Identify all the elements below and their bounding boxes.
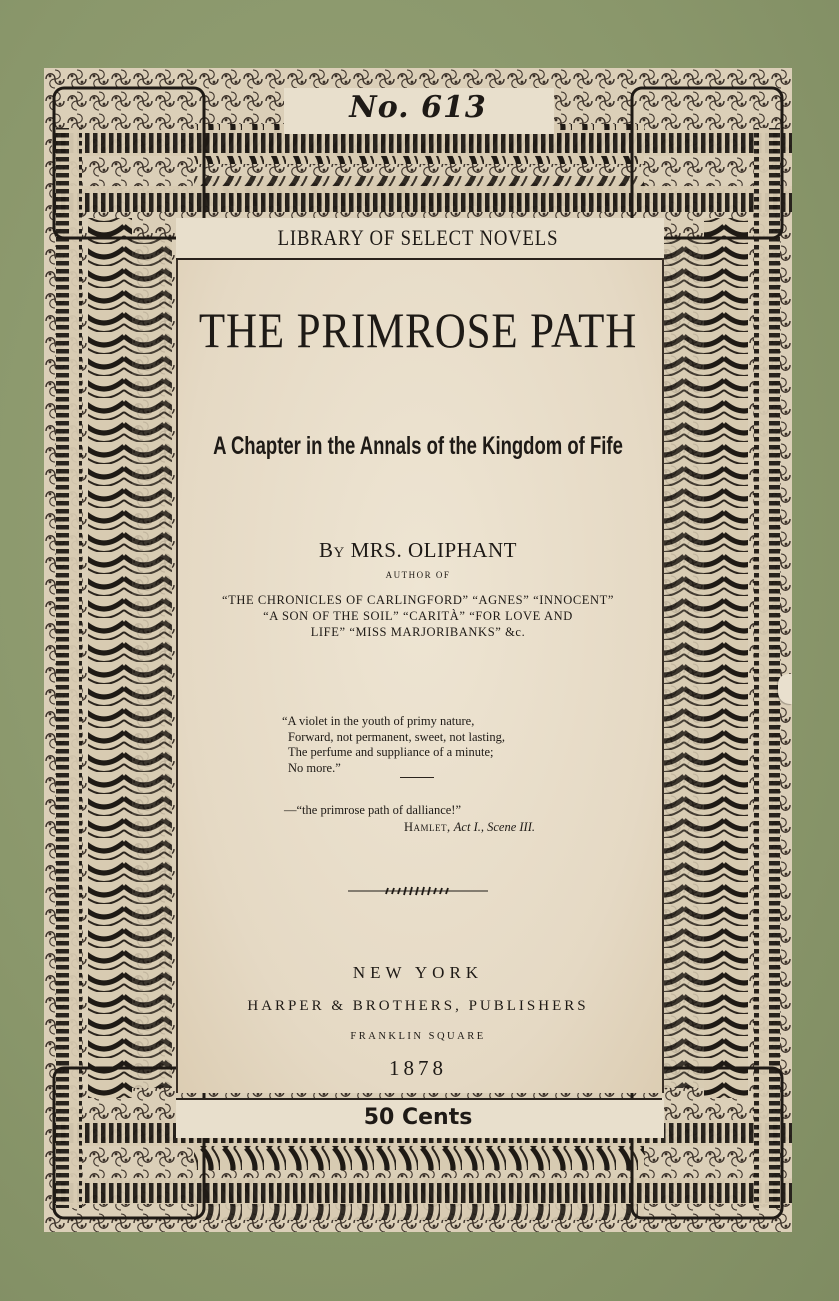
attribution-work: Hamlet, bbox=[404, 820, 451, 834]
other-works bbox=[44, 592, 792, 640]
epigraph-line: The perfume and suppliance of a minute; bbox=[288, 745, 494, 759]
attribution bbox=[404, 820, 535, 835]
author-byline bbox=[44, 538, 792, 563]
imprint-publisher: HARPER & BROTHERS, PUBLISHERS bbox=[247, 998, 589, 1014]
imprint-city: NEW YORK bbox=[352, 963, 484, 982]
page-tear bbox=[778, 674, 792, 704]
attribution-act: Act I., Scene III. bbox=[453, 820, 535, 834]
author-of-label: AUTHOR OF bbox=[385, 570, 451, 580]
other-works-line: “THE CHRONICLES OF CARLINGFORD” “AGNES” “INNOCENT” bbox=[221, 593, 615, 607]
ornamental-divider bbox=[348, 886, 488, 896]
epigraph bbox=[282, 714, 582, 776]
epigraph-line: “A violet in the youth of primy nature, bbox=[282, 714, 475, 728]
imprint-year: 1878 bbox=[389, 1056, 447, 1080]
epigraph-line: Forward, not permanent, sweet, not lasting, bbox=[288, 729, 505, 744]
other-works-line: LIFE” “MISS MARJORIBANKS” &c. bbox=[310, 625, 526, 639]
price-label: 50 Cents bbox=[363, 1105, 473, 1130]
other-works-line: “A SON OF THE SOIL” “CARITÀ” “FOR LOVE AND bbox=[263, 609, 573, 623]
imprint-address: FRANKLIN SQUARE bbox=[350, 1031, 486, 1042]
byline-text: By MRS. OLIPHANT bbox=[319, 538, 517, 562]
book-subtitle: A Chapter in the Annals of the Kingdom of Fife bbox=[213, 432, 623, 460]
epigraph-line: No more.” bbox=[288, 760, 341, 775]
epigraph-rule bbox=[400, 777, 434, 778]
book-title: THE PRIMROSE PATH bbox=[198, 302, 638, 358]
book-cover bbox=[44, 68, 792, 1232]
bottom-rule bbox=[176, 1098, 662, 1100]
top-rule bbox=[176, 258, 662, 260]
series-number: No. 613 bbox=[349, 90, 487, 125]
second-quote: —“the primrose path of dalliance!” bbox=[284, 803, 462, 817]
series-name: LIBRARY OF SELECT NOVELS bbox=[277, 225, 559, 250]
